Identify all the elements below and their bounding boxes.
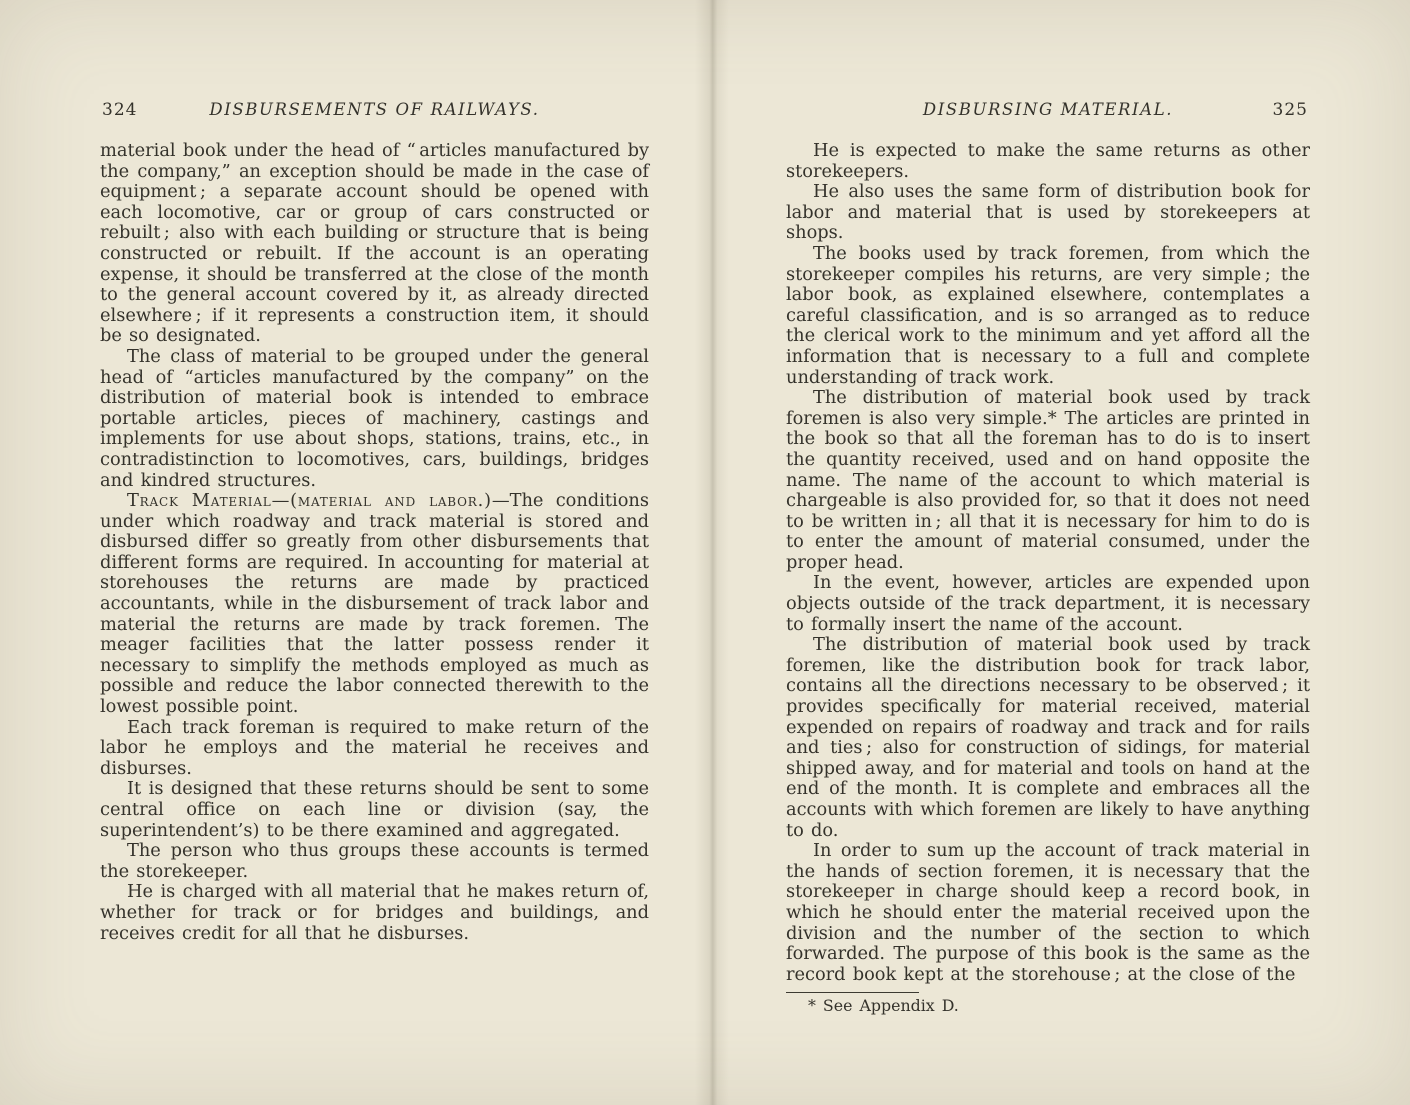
footnote-separator-rule	[786, 992, 919, 993]
book-gutter-shadow	[695, 0, 729, 1105]
paragraph: material book under the head of “ articles manufactured by the company,” an exception should be made in the case of equipment ; a separate account should be opened with each locomotive, car or group of cars constructed or rebuilt ; also with each building or structure that is being constructed or rebuilt. If the account is an operating expense, it should be transferred at the close of the month to the general account covered by it, as already directed elsewhere ; if it represents a construction item, it should be so designated.	[100, 140, 649, 347]
right-page-body	[786, 141, 1310, 1015]
paragraph: The person who thus groups these accounts is termed the storekeeper.	[100, 840, 649, 882]
footnote-text: * See Appendix D.	[808, 996, 959, 1016]
left-page-body	[100, 141, 649, 944]
right-page-header	[786, 100, 1310, 124]
track-material-paragraph-text: —The conditions under which roadway and track material is stored and disbursed differ so greatly from other disbursements that different forms are required. In accounting for material at storehouses the returns are made by practiced accountants, while in the disbursement of track labor and material the returns are made by track foremen. The meager facilities that the latter possess render it necessary to simplify the methods employed as much as possible and reduce the labor connected therewith to the lowest possible point.	[100, 490, 649, 718]
right-running-title: DISBURSING MATERIAL.	[922, 100, 1174, 119]
right-page-number: 325	[1272, 100, 1308, 120]
paragraph: It is designed that these returns should be sent to some central office on each line or division (say, the superintendent’s) to be there examined and aggregated.	[100, 778, 649, 841]
paragraph: He also uses the same form of distribution book for labor and material that is used by storekeepers at shops.	[786, 181, 1310, 244]
paragraph: The distribution of material book used by track foremen, like the distribution book for track labor, contains all the directions necessary to be observed ; it provides specifically for material received, material expended on repairs of roadway and track and for rails and ties ; also for construction of sidings, for material shipped away, and for material and tools on hand at the end of the month. It is complete and embraces all the accounts with which foremen are likely to have anything to do.	[786, 634, 1310, 841]
paragraph: Each track foreman is required to make return of the labor he employs and the material he receives and disburses.	[100, 716, 649, 779]
paragraph-track-material	[100, 491, 649, 718]
left-page-header	[100, 100, 649, 124]
paragraph: The class of material to be grouped under the general head of “articles manufactured by the company” on the distribution of material book is intended to embrace portable articles, pieces of machinery, castings and implements for use about shops, stations, trains, etc., in contradistinction to locomotives, cars, buildings, bridges and kindred structures.	[100, 345, 649, 491]
left-page-number: 324	[102, 100, 138, 120]
paragraph: The books used by track foremen, from which the storekeeper compiles his returns, are very simple ; the labor book, as explained elsewhere, contemplates a careful classification, and is so arranged as to reduce the clerical work to the minimum and yet afford all the information that is necessary to a full and complete understanding of track work.	[786, 242, 1310, 388]
paragraph: He is charged with all material that he makes return of, whether for track or for bridges and buildings, and receives credit for all that he disburses.	[100, 881, 649, 944]
paragraph: He is expected to make the same returns as other storekeepers.	[786, 140, 1310, 182]
footnote-block	[786, 992, 1310, 1015]
paragraph: In order to sum up the account of track material in the hands of section foremen, it is necessary that the storekeeper in charge should keep a record book, in which he should enter the material received upon the division and the number of the section to which forwarded. The purpose of this book is the same as the record book kept at the storehouse ; at the close of the	[786, 840, 1310, 985]
left-running-title: DISBURSEMENTS OF RAILWAYS.	[209, 100, 540, 119]
paragraph: In the event, however, articles are expended upon objects outside of the track department, it is necessary to formally insert the name of the account.	[786, 572, 1310, 635]
paragraph: The distribution of material book used by track foremen is also very simple.* The articles are printed in the book so that all the foreman has to do is to insert the quantity received, used and on hand opposite the name. The name of the account to which material is chargeable is also provided for, so that it does not need to be written in ; all that it is necessary for him to do is to enter the amount of material consumed, under the proper head.	[786, 387, 1310, 573]
track-material-smallcaps-heading: Track Material—(material and labor.)	[127, 490, 492, 512]
